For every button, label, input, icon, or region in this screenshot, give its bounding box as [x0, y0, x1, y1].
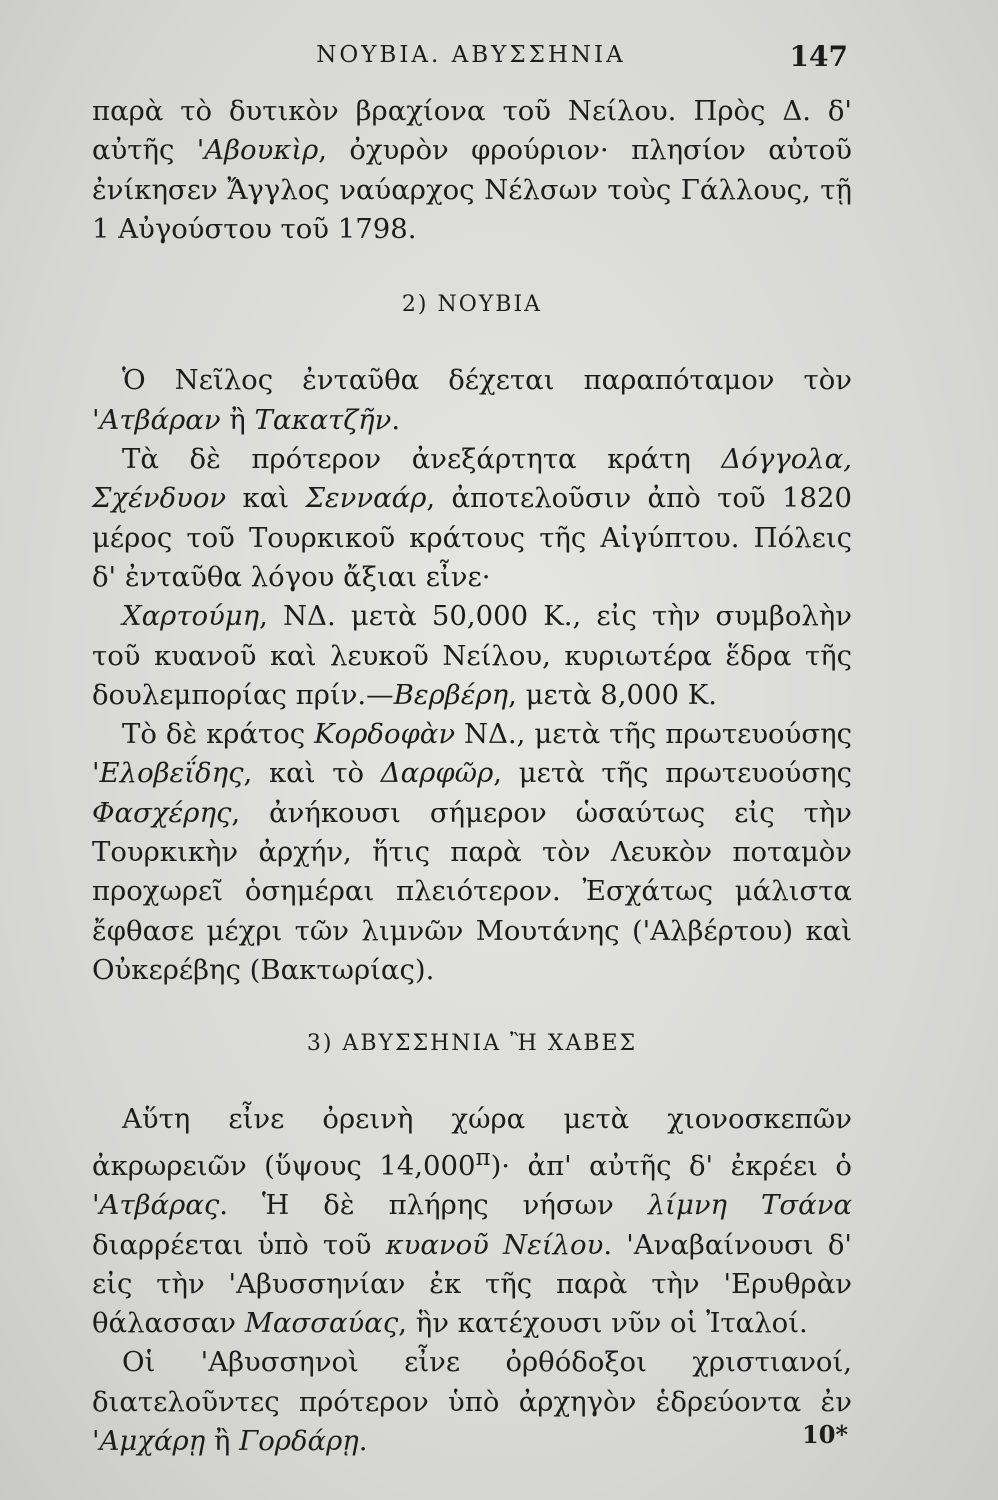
body-text	[92, 92, 852, 1461]
running-title: ΝΟΥΒΙΑ. ΑΒΥΣΣΗΝΙΑ	[316, 42, 626, 68]
paragraph: Οἱ 'Αβυσσηνοὶ εἶνε ὀρθόδοξοι χριστιανοί, διατελοῦντες πρότερον ὑπὸ ἀρχηγὸν ἑδρεύοντα ἐν 'Αμχάρῃ ἢ Γορδάρῃ.	[92, 1346, 852, 1458]
paragraph-continuation: παρὰ τὸ δυτικὸν βραχίονα τοῦ Νείλου. Πρὸς Δ. δ' αὐτῆς 'Αβουκὶρ, ὀχυρὸν φρούριον· πλησίον αὐτοῦ ἐνίκησεν Ἄγγλος ναύαρχος Νέλσων τοὺς Γάλλους, τῇ 1 Αὐγούστου τοῦ 1798.	[92, 95, 852, 245]
paragraph: Τὰ δὲ πρότερον ἀνεξάρτητα κράτη Δόγγολα, Σχένδυον καὶ Σενναάρ, ἀποτελοῦσιν ἀπὸ τοῦ 1820 μέρος τοῦ Τουρκικοῦ κράτους τῆς Αἰγύπτου. Πόλεις δ' ἐνταῦθα λόγου ἄξιαι εἶνε·	[92, 443, 852, 593]
page-number: 147	[789, 40, 848, 73]
paragraph: Αὕτη εἶνε ὀρεινὴ χώρα μετὰ χιονοσκεπῶν ἀκρωρειῶν (ὕψους $14,000^\pi)\cdot$ ἀπ' αὐτῆς δ' ἐκρέει ὁ 'Ατβάρας. Ἡ δὲ πλήρης νήσων λίμνη Τσάνα διαρρέεται ὑπὸ τοῦ κυανοῦ Νείλου. 'Αναβαίνουσι δ' εἰς τὴν 'Αβυσσηνίαν ἐκ τῆς παρὰ τὴν 'Ερυθρὰν θάλασσαν Μασσαύας, ἣν κατέχουσι νῦν οἱ Ἰταλοί.	[92, 1102, 852, 1340]
paragraph: Ὁ Νεῖλος ἐνταῦθα δέχεται παραπόταμον τὸν 'Ατβάραν ἢ Τακατζῆν.	[92, 364, 852, 436]
section-heading-nubia: 2) ΝΟΥΒΙΑ	[401, 292, 543, 318]
paragraph: Χαρτούμη, ΝΔ. μετὰ 50,000 Κ., εἰς τὴν συμβολὴν τοῦ κυανοῦ καὶ λευκοῦ Νείλου, κυριωτέρα ἕδρα τῆς δουλεμπορίας πρίν.—Βερβέρη, μετὰ 8,000 Κ.	[92, 600, 852, 711]
signature-mark: 10*	[802, 1420, 848, 1449]
section-heading-abyssinia: 3) ΑΒΥΣΣΗΝΙΑ Ἢ ΧΑΒΕΣ	[306, 1031, 638, 1057]
paragraph: Τὸ δὲ κράτος Κορδοφὰν ΝΔ., μετὰ τῆς πρωτευούσης 'Ελοβεΐδης, καὶ τὸ Δαρφῶρ, μετὰ τῆς πρωτευούσης Φασχέρης, ἀνήκουσι σήμερον ὡσαύτως εἰς τὴν Τουρκικὴν ἀρχήν, ἥτις παρὰ τὸν Λευκὸν ποταμὸν προχωρεῖ ὁσημέραι πλειότερον. Ἐσχάτως μάλιστα ἔφθασε μέχρι τῶν λιμνῶν Μουτάνης ('Αλβέρτου) καὶ Οὐκερέβης (Βακτωρίας).	[92, 718, 852, 986]
